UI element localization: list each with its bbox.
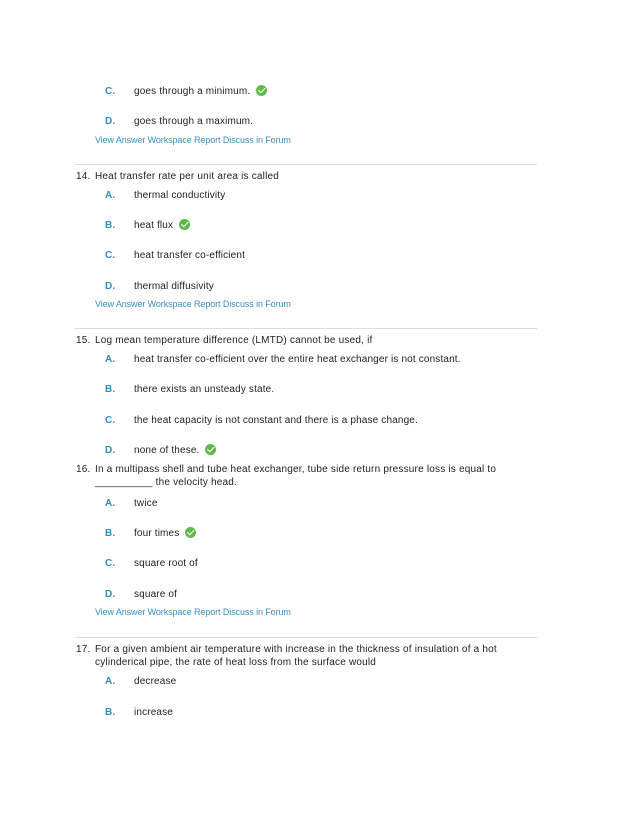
option-text: heat transfer co-efficient bbox=[134, 250, 245, 261]
report-link[interactable]: Report bbox=[194, 135, 221, 145]
option-text: none of these. bbox=[134, 445, 200, 456]
option-text: goes through a maximum. bbox=[134, 116, 254, 127]
report-link[interactable]: Report bbox=[194, 299, 221, 309]
option-text: decrease bbox=[134, 676, 177, 687]
answer-links-14 bbox=[95, 299, 291, 309]
option-text: four times bbox=[134, 528, 180, 539]
workspace-link[interactable]: Workspace bbox=[147, 607, 192, 617]
question-text-line1: For a given ambient air temperature with increase in the thickness of insulation of a hot bbox=[95, 644, 497, 655]
discuss-forum-link[interactable]: Discuss in Forum bbox=[222, 135, 291, 145]
workspace-link[interactable]: Workspace bbox=[147, 299, 192, 309]
option-text: thermal conductivity bbox=[134, 190, 226, 201]
question-number: 15. bbox=[76, 335, 91, 346]
option-text: the heat capacity is not constant and there is a phase change. bbox=[134, 415, 418, 426]
option-letter: A. bbox=[105, 190, 116, 201]
correct-check-icon bbox=[179, 219, 190, 230]
option-text: increase bbox=[134, 707, 173, 718]
discuss-forum-link[interactable]: Discuss in Forum bbox=[222, 607, 291, 617]
option-letter: A. bbox=[105, 676, 116, 687]
option-letter: C. bbox=[105, 558, 116, 569]
question-text-line2: __________ the velocity head. bbox=[95, 477, 238, 488]
report-link[interactable]: Report bbox=[194, 607, 221, 617]
option-text: square of bbox=[134, 589, 178, 600]
answer-links-16 bbox=[95, 607, 291, 617]
option-text: heat transfer co-efficient over the entire heat exchanger is not constant. bbox=[134, 354, 461, 365]
option-text: twice bbox=[134, 498, 158, 509]
option-letter: D. bbox=[105, 281, 116, 292]
option-text: heat flux bbox=[134, 220, 174, 231]
option-letter: B. bbox=[105, 384, 116, 395]
option-letter: A. bbox=[105, 354, 116, 365]
question-text-line2: cylinderical pipe, the rate of heat loss from the surface would bbox=[95, 657, 377, 668]
question-number: 17. bbox=[76, 644, 91, 655]
option-letter: A. bbox=[105, 498, 116, 509]
question-text: Log mean temperature difference (LMTD) cannot be used, if bbox=[95, 335, 373, 346]
question-number: 16. bbox=[76, 464, 91, 475]
view-answer-link[interactable]: View Answer bbox=[95, 135, 146, 145]
view-answer-link[interactable]: View Answer bbox=[95, 607, 146, 617]
option-letter: B. bbox=[105, 707, 116, 718]
option-text: square root of bbox=[134, 558, 198, 569]
workspace-link[interactable]: Workspace bbox=[147, 135, 192, 145]
option-letter: B. bbox=[105, 220, 116, 231]
correct-check-icon bbox=[256, 85, 267, 96]
question-number: 14. bbox=[76, 171, 91, 182]
option-text: goes through a minimum. bbox=[134, 86, 251, 97]
view-answer-link[interactable]: View Answer bbox=[95, 299, 146, 309]
discuss-forum-link[interactable]: Discuss in Forum bbox=[222, 299, 291, 309]
correct-check-icon bbox=[205, 444, 216, 455]
option-letter: C. bbox=[105, 415, 116, 426]
option-letter: C. bbox=[105, 250, 116, 261]
divider bbox=[75, 164, 537, 165]
option-text: there exists an unsteady state. bbox=[134, 384, 275, 395]
option-letter: D. bbox=[105, 116, 116, 127]
option-letter: C. bbox=[105, 86, 116, 97]
option-letter: B. bbox=[105, 528, 116, 539]
option-letter: D. bbox=[105, 589, 116, 600]
divider bbox=[75, 637, 537, 638]
question-text: Heat transfer rate per unit area is called bbox=[95, 171, 280, 182]
answer-links-13 bbox=[95, 135, 291, 145]
question-text-line1: In a multipass shell and tube heat exchanger, tube side return pressure loss is equal to bbox=[95, 464, 497, 475]
option-text: thermal diffusivity bbox=[134, 281, 214, 292]
divider bbox=[75, 328, 537, 329]
option-letter: D. bbox=[105, 445, 116, 456]
correct-check-icon bbox=[185, 527, 196, 538]
